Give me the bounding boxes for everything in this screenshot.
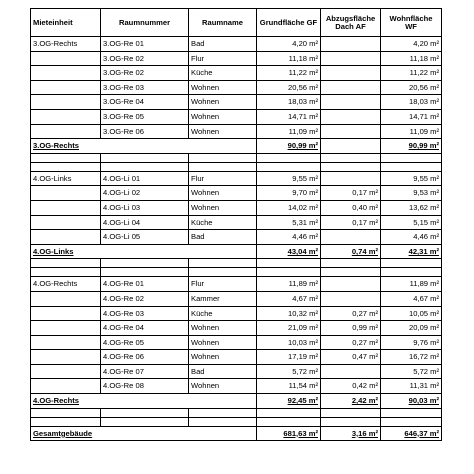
spacer-cell [381,268,442,277]
room-name-cell: Wohnen [189,200,257,215]
room-name-cell: Wohnen [189,80,257,95]
unit-cell [31,321,101,336]
unit-cell [31,95,101,110]
spacer-cell [189,417,257,426]
spacer-cell [321,259,381,268]
table-row [31,51,442,66]
unit-cell: 3.OG-Rechts [31,37,101,52]
living-area-cell: 4,20 m² [381,37,442,52]
room-number-cell: 4.OG-Li 02 [101,186,189,201]
room-name-cell: Kammer [189,291,257,306]
spacer-cell [381,408,442,417]
room-number-cell: 4.OG-Li 01 [101,171,189,186]
room-number-cell: 4.OG-Re 02 [101,291,189,306]
room-number-cell: 3.OG-Re 05 [101,109,189,124]
spacer-cell [189,162,257,171]
room-number-cell: 4.OG-Re 08 [101,379,189,394]
living-area-cell: 9,55 m² [381,171,442,186]
living-area-cell: 20,56 m² [381,80,442,95]
table-row [31,291,442,306]
living-area-cell: 10,05 m² [381,306,442,321]
spacer-cell [381,162,442,171]
spacer-cell [31,162,101,171]
gross-area-cell: 10,03 m² [257,335,321,350]
table-row [31,277,442,292]
gross-area-cell: 18,03 m² [257,95,321,110]
spacer-cell [321,153,381,162]
room-number-cell: 3.OG-Re 06 [101,124,189,139]
table-row [31,215,442,230]
unit-cell [31,215,101,230]
room-name-cell: Wohnen [189,109,257,124]
living-area-cell: 11,22 m² [381,66,442,81]
spacer-cell [189,408,257,417]
deduction-area-cell [321,95,381,110]
spacer-cell [381,417,442,426]
gross-area-cell: 14,71 m² [257,109,321,124]
spacer-cell [31,408,101,417]
room-number-cell: 4.OG-Li 05 [101,230,189,245]
deduction-area-cell: 0,40 m² [321,200,381,215]
room-number-cell: 3.OG-Re 04 [101,95,189,110]
spacer-cell [257,259,321,268]
gross-area-cell: 11,22 m² [257,66,321,81]
table-row [31,230,442,245]
spacer-row [31,417,442,426]
table-row [31,321,442,336]
living-area-cell: 11,18 m² [381,51,442,66]
spacer-cell [321,408,381,417]
subtotal-living-area: 90,99 m² [381,139,442,154]
room-name-cell: Wohnen [189,321,257,336]
living-area-cell: 20,09 m² [381,321,442,336]
table-row [31,306,442,321]
room-number-cell: 3.OG-Re 02 [101,66,189,81]
room-number-cell: 4.OG-Re 05 [101,335,189,350]
unit-cell [31,66,101,81]
living-area-cell: 9,76 m² [381,335,442,350]
header-room-number: Raumnummer [101,9,189,37]
table-row [31,350,442,365]
room-number-cell: 3.OG-Re 01 [101,37,189,52]
room-name-cell: Wohnen [189,350,257,365]
gross-area-cell: 11,09 m² [257,124,321,139]
deduction-area-cell [321,109,381,124]
spacer-cell [101,408,189,417]
header-living-area: Wohnfläche WF [381,9,442,37]
subtotal-gross-area: 90,99 m² [257,139,321,154]
table-row [31,200,442,215]
spacer-cell [101,153,189,162]
unit-cell: 4.OG-Rechts [31,277,101,292]
subtotal-name: 3.OG-Rechts [31,139,257,154]
living-area-cell: 16,72 m² [381,350,442,365]
table-row [31,109,442,124]
room-name-cell: Küche [189,215,257,230]
gross-area-cell: 11,89 m² [257,277,321,292]
gross-area-cell: 4,67 m² [257,291,321,306]
unit-cell [31,109,101,124]
room-number-cell: 4.OG-Li 04 [101,215,189,230]
subtotal-living-area: 42,31 m² [381,244,442,259]
gross-area-cell: 20,56 m² [257,80,321,95]
spacer-cell [257,268,321,277]
deduction-area-cell [321,230,381,245]
gross-area-cell: 9,70 m² [257,186,321,201]
spacer-cell [101,259,189,268]
living-area-cell: 13,62 m² [381,200,442,215]
deduction-area-cell: 0,17 m² [321,186,381,201]
subtotal-gross-area: 92,45 m² [257,394,321,409]
unit-cell [31,124,101,139]
deduction-area-cell [321,80,381,95]
subtotal-row [31,394,442,409]
room-name-cell: Bad [189,230,257,245]
spacer-row [31,162,442,171]
room-number-cell: 4.OG-Re 03 [101,306,189,321]
spacer-cell [257,408,321,417]
table-row [31,66,442,81]
deduction-area-cell [321,291,381,306]
room-number-cell: 4.OG-Re 04 [101,321,189,336]
room-number-cell: 4.OG-Re 01 [101,277,189,292]
unit-cell [31,350,101,365]
deduction-area-cell [321,277,381,292]
spacer-row [31,153,442,162]
spacer-cell [31,153,101,162]
header-row [31,9,442,37]
subtotal-gross-area: 43,04 m² [257,244,321,259]
table-row [31,124,442,139]
subtotal-name: 4.OG-Rechts [31,394,257,409]
deduction-area-cell [321,171,381,186]
deduction-area-cell [321,51,381,66]
room-name-cell: Wohnen [189,186,257,201]
room-name-cell: Wohnen [189,95,257,110]
spacer-cell [101,417,189,426]
deduction-area-cell [321,66,381,81]
unit-cell [31,291,101,306]
unit-cell [31,200,101,215]
spacer-cell [257,162,321,171]
subtotal-row [31,139,442,154]
deduction-area-cell [321,364,381,379]
unit-cell [31,230,101,245]
deduction-area-cell [321,37,381,52]
deduction-area-cell: 0,99 m² [321,321,381,336]
spacer-cell [381,259,442,268]
room-name-cell: Flur [189,171,257,186]
unit-cell [31,80,101,95]
deduction-area-cell: 0,27 m² [321,335,381,350]
subtotal-living-area: 90,03 m² [381,394,442,409]
deduction-area-cell [321,124,381,139]
spacer-cell [321,268,381,277]
gross-area-cell: 4,20 m² [257,37,321,52]
gross-area-cell: 21,09 m² [257,321,321,336]
living-area-cell: 4,67 m² [381,291,442,306]
spacer-cell [31,259,101,268]
table-row [31,95,442,110]
gross-area-cell: 4,46 m² [257,230,321,245]
room-number-cell: 3.OG-Re 03 [101,80,189,95]
subtotal-deduction-area: 2,42 m² [321,394,381,409]
spacer-cell [321,417,381,426]
spacer-row [31,408,442,417]
living-area-cell: 14,71 m² [381,109,442,124]
spacer-cell [381,153,442,162]
gross-area-cell: 9,55 m² [257,171,321,186]
spacer-cell [257,153,321,162]
grand-total-gross-area: 681,63 m² [257,426,321,441]
unit-cell [31,51,101,66]
room-number-cell: 4.OG-Re 07 [101,364,189,379]
table-row [31,364,442,379]
spacer-cell [189,268,257,277]
area-table [30,8,442,441]
room-name-cell: Küche [189,306,257,321]
room-name-cell: Wohnen [189,124,257,139]
room-name-cell: Bad [189,364,257,379]
spacer-cell [101,268,189,277]
room-name-cell: Flur [189,51,257,66]
grand-total-row [31,426,442,441]
header-unit: Mieteinheit [31,9,101,37]
gross-area-cell: 14,02 m² [257,200,321,215]
table-row [31,80,442,95]
room-number-cell: 4.OG-Re 06 [101,350,189,365]
table-row [31,379,442,394]
spacer-cell [189,259,257,268]
table-row [31,335,442,350]
subtotal-row [31,244,442,259]
gross-area-cell: 5,31 m² [257,215,321,230]
grand-total-living-area: 646,37 m² [381,426,442,441]
living-area-cell: 11,31 m² [381,379,442,394]
spacer-cell [321,162,381,171]
living-area-cell: 4,46 m² [381,230,442,245]
gross-area-cell: 11,54 m² [257,379,321,394]
unit-cell [31,379,101,394]
spacer-row [31,268,442,277]
living-area-cell: 11,89 m² [381,277,442,292]
room-number-cell: 4.OG-Li 03 [101,200,189,215]
grand-total-name: Gesamtgebäude [31,426,257,441]
unit-cell [31,364,101,379]
living-area-cell: 11,09 m² [381,124,442,139]
deduction-area-cell: 0,27 m² [321,306,381,321]
header-deduction-area: Abzugsfläche Dach AF [321,9,381,37]
living-area-cell: 5,72 m² [381,364,442,379]
room-number-cell: 3.OG-Re 02 [101,51,189,66]
spacer-cell [189,153,257,162]
subtotal-deduction-area [321,139,381,154]
gross-area-cell: 5,72 m² [257,364,321,379]
deduction-area-cell: 0,17 m² [321,215,381,230]
unit-cell [31,335,101,350]
header-gross-area: Grundfläche GF [257,9,321,37]
table-row [31,186,442,201]
living-area-cell: 5,15 m² [381,215,442,230]
grand-total-deduction-area: 3,16 m² [321,426,381,441]
unit-cell [31,186,101,201]
room-name-cell: Flur [189,277,257,292]
subtotal-name: 4.OG-Links [31,244,257,259]
spacer-cell [31,417,101,426]
spacer-cell [101,162,189,171]
deduction-area-cell: 0,47 m² [321,350,381,365]
gross-area-cell: 17,19 m² [257,350,321,365]
living-area-cell: 9,53 m² [381,186,442,201]
subtotal-deduction-area: 0,74 m² [321,244,381,259]
room-name-cell: Wohnen [189,379,257,394]
table-row [31,171,442,186]
unit-cell: 4.OG-Links [31,171,101,186]
spacer-cell [257,417,321,426]
spacer-cell [31,268,101,277]
room-name-cell: Bad [189,37,257,52]
gross-area-cell: 11,18 m² [257,51,321,66]
living-area-cell: 18,03 m² [381,95,442,110]
unit-cell [31,306,101,321]
deduction-area-cell: 0,42 m² [321,379,381,394]
header-room-name: Raumname [189,9,257,37]
spacer-row [31,259,442,268]
table-row [31,37,442,52]
room-name-cell: Küche [189,66,257,81]
room-name-cell: Wohnen [189,335,257,350]
gross-area-cell: 10,32 m² [257,306,321,321]
